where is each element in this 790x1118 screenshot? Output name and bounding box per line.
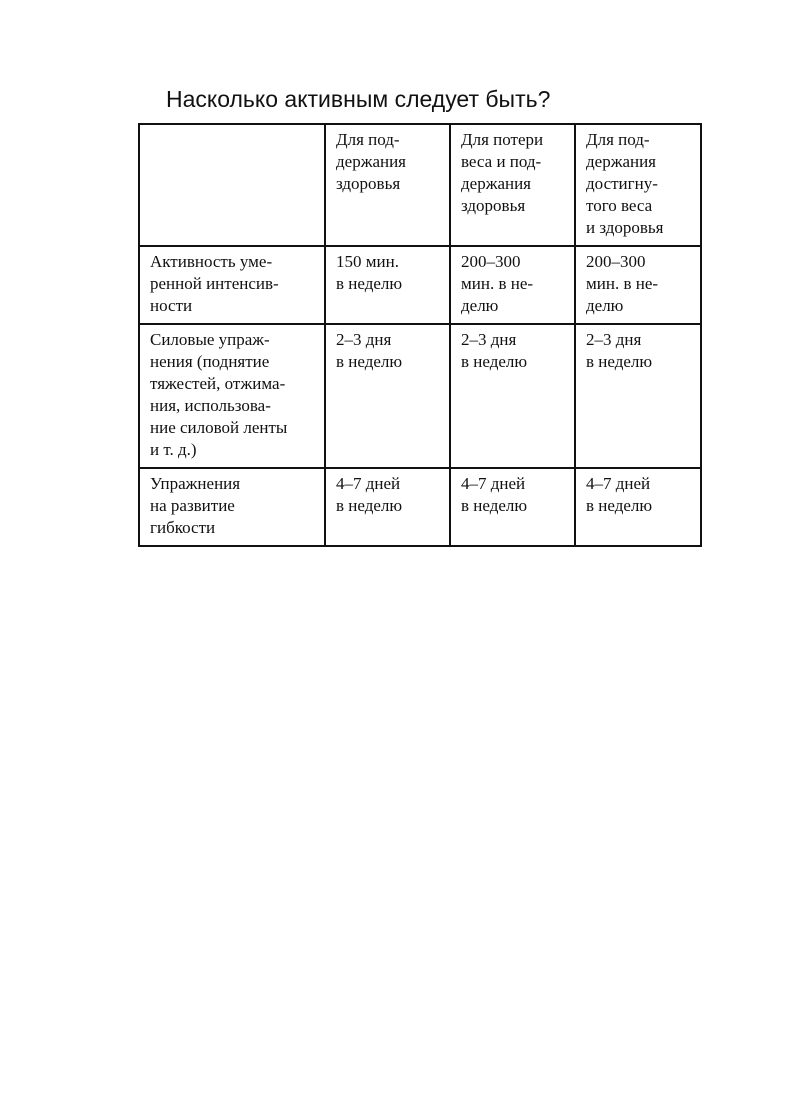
header-text-line: держания — [336, 152, 407, 171]
table-cell — [450, 468, 575, 546]
label-text-line: на развитие — [150, 496, 235, 515]
cell-text-line: в неделю — [336, 496, 403, 515]
page-title: Насколько активным следует быть? — [166, 86, 551, 112]
row-label-flexibility — [139, 468, 325, 546]
label-text-line: Активность уме- — [150, 252, 273, 271]
column-header-weight-loss — [450, 124, 575, 246]
row-label-moderate-activity — [139, 246, 325, 324]
column-header-maintain-health — [325, 124, 450, 246]
label-text-line: ренной интенсив- — [150, 274, 279, 293]
row-label-strength-training — [139, 324, 325, 468]
cell-text-line: делю — [461, 296, 499, 315]
table-row-moderate-activity — [139, 246, 701, 324]
cell-text-line: 2–3 дня — [586, 330, 642, 349]
cell-text-line: 2–3 дня — [336, 330, 392, 349]
table-header-row — [139, 124, 701, 246]
column-header-maintain-weight — [575, 124, 701, 246]
header-text-line: достигну- — [586, 174, 658, 193]
cell-text-line: мин. в не- — [461, 274, 534, 293]
cell-text-line: в неделю — [586, 496, 653, 515]
activity-table — [138, 123, 702, 547]
cell-text-line: в неделю — [336, 274, 403, 293]
header-text-line: и здоровья — [586, 218, 664, 237]
cell-text-line: 200–300 — [461, 252, 521, 271]
table-cell — [325, 324, 450, 468]
table-cell — [575, 468, 701, 546]
cell-text-line: мин. в не- — [586, 274, 659, 293]
table-cell — [450, 246, 575, 324]
table-cell — [325, 468, 450, 546]
label-text-line: Силовые упраж- — [150, 330, 270, 349]
table-cell — [325, 246, 450, 324]
table-cell — [575, 324, 701, 468]
cell-text-line: 4–7 дней — [461, 474, 526, 493]
header-text-line: Для потери — [461, 130, 544, 149]
table-corner-cell — [139, 124, 325, 246]
cell-text-line: 4–7 дней — [336, 474, 401, 493]
label-text-line: ности — [150, 296, 193, 315]
cell-text-line: в неделю — [336, 352, 403, 371]
label-text-line: гибкости — [150, 518, 216, 537]
cell-text-line: 200–300 — [586, 252, 646, 271]
cell-text-line: в неделю — [586, 352, 653, 371]
cell-text-line: 2–3 дня — [461, 330, 517, 349]
table-cell — [450, 324, 575, 468]
label-text-line: и т. д.) — [150, 440, 197, 459]
header-text-line: держания — [586, 152, 657, 171]
cell-text-line: 150 мин. — [336, 252, 399, 271]
header-text-line: того веса — [586, 196, 653, 215]
header-text-line: здоровья — [461, 196, 526, 215]
header-text-line: Для под- — [336, 130, 400, 149]
cell-text-line: в неделю — [461, 352, 528, 371]
cell-text-line: 4–7 дней — [586, 474, 651, 493]
label-text-line: ние силовой ленты — [150, 418, 288, 437]
header-text-line: Для под- — [586, 130, 650, 149]
cell-text-line: делю — [586, 296, 624, 315]
header-text-line: здоровья — [336, 174, 401, 193]
table-row-strength-training — [139, 324, 701, 468]
table-cell — [575, 246, 701, 324]
label-text-line: Упражнения — [150, 474, 241, 493]
header-text-line: веса и под- — [461, 152, 542, 171]
table-row-flexibility — [139, 468, 701, 546]
label-text-line: нения (поднятие — [150, 352, 270, 371]
cell-text-line: в неделю — [461, 496, 528, 515]
header-text-line: держания — [461, 174, 532, 193]
label-text-line: ния, использова- — [150, 396, 271, 415]
label-text-line: тяжестей, отжима- — [150, 374, 286, 393]
